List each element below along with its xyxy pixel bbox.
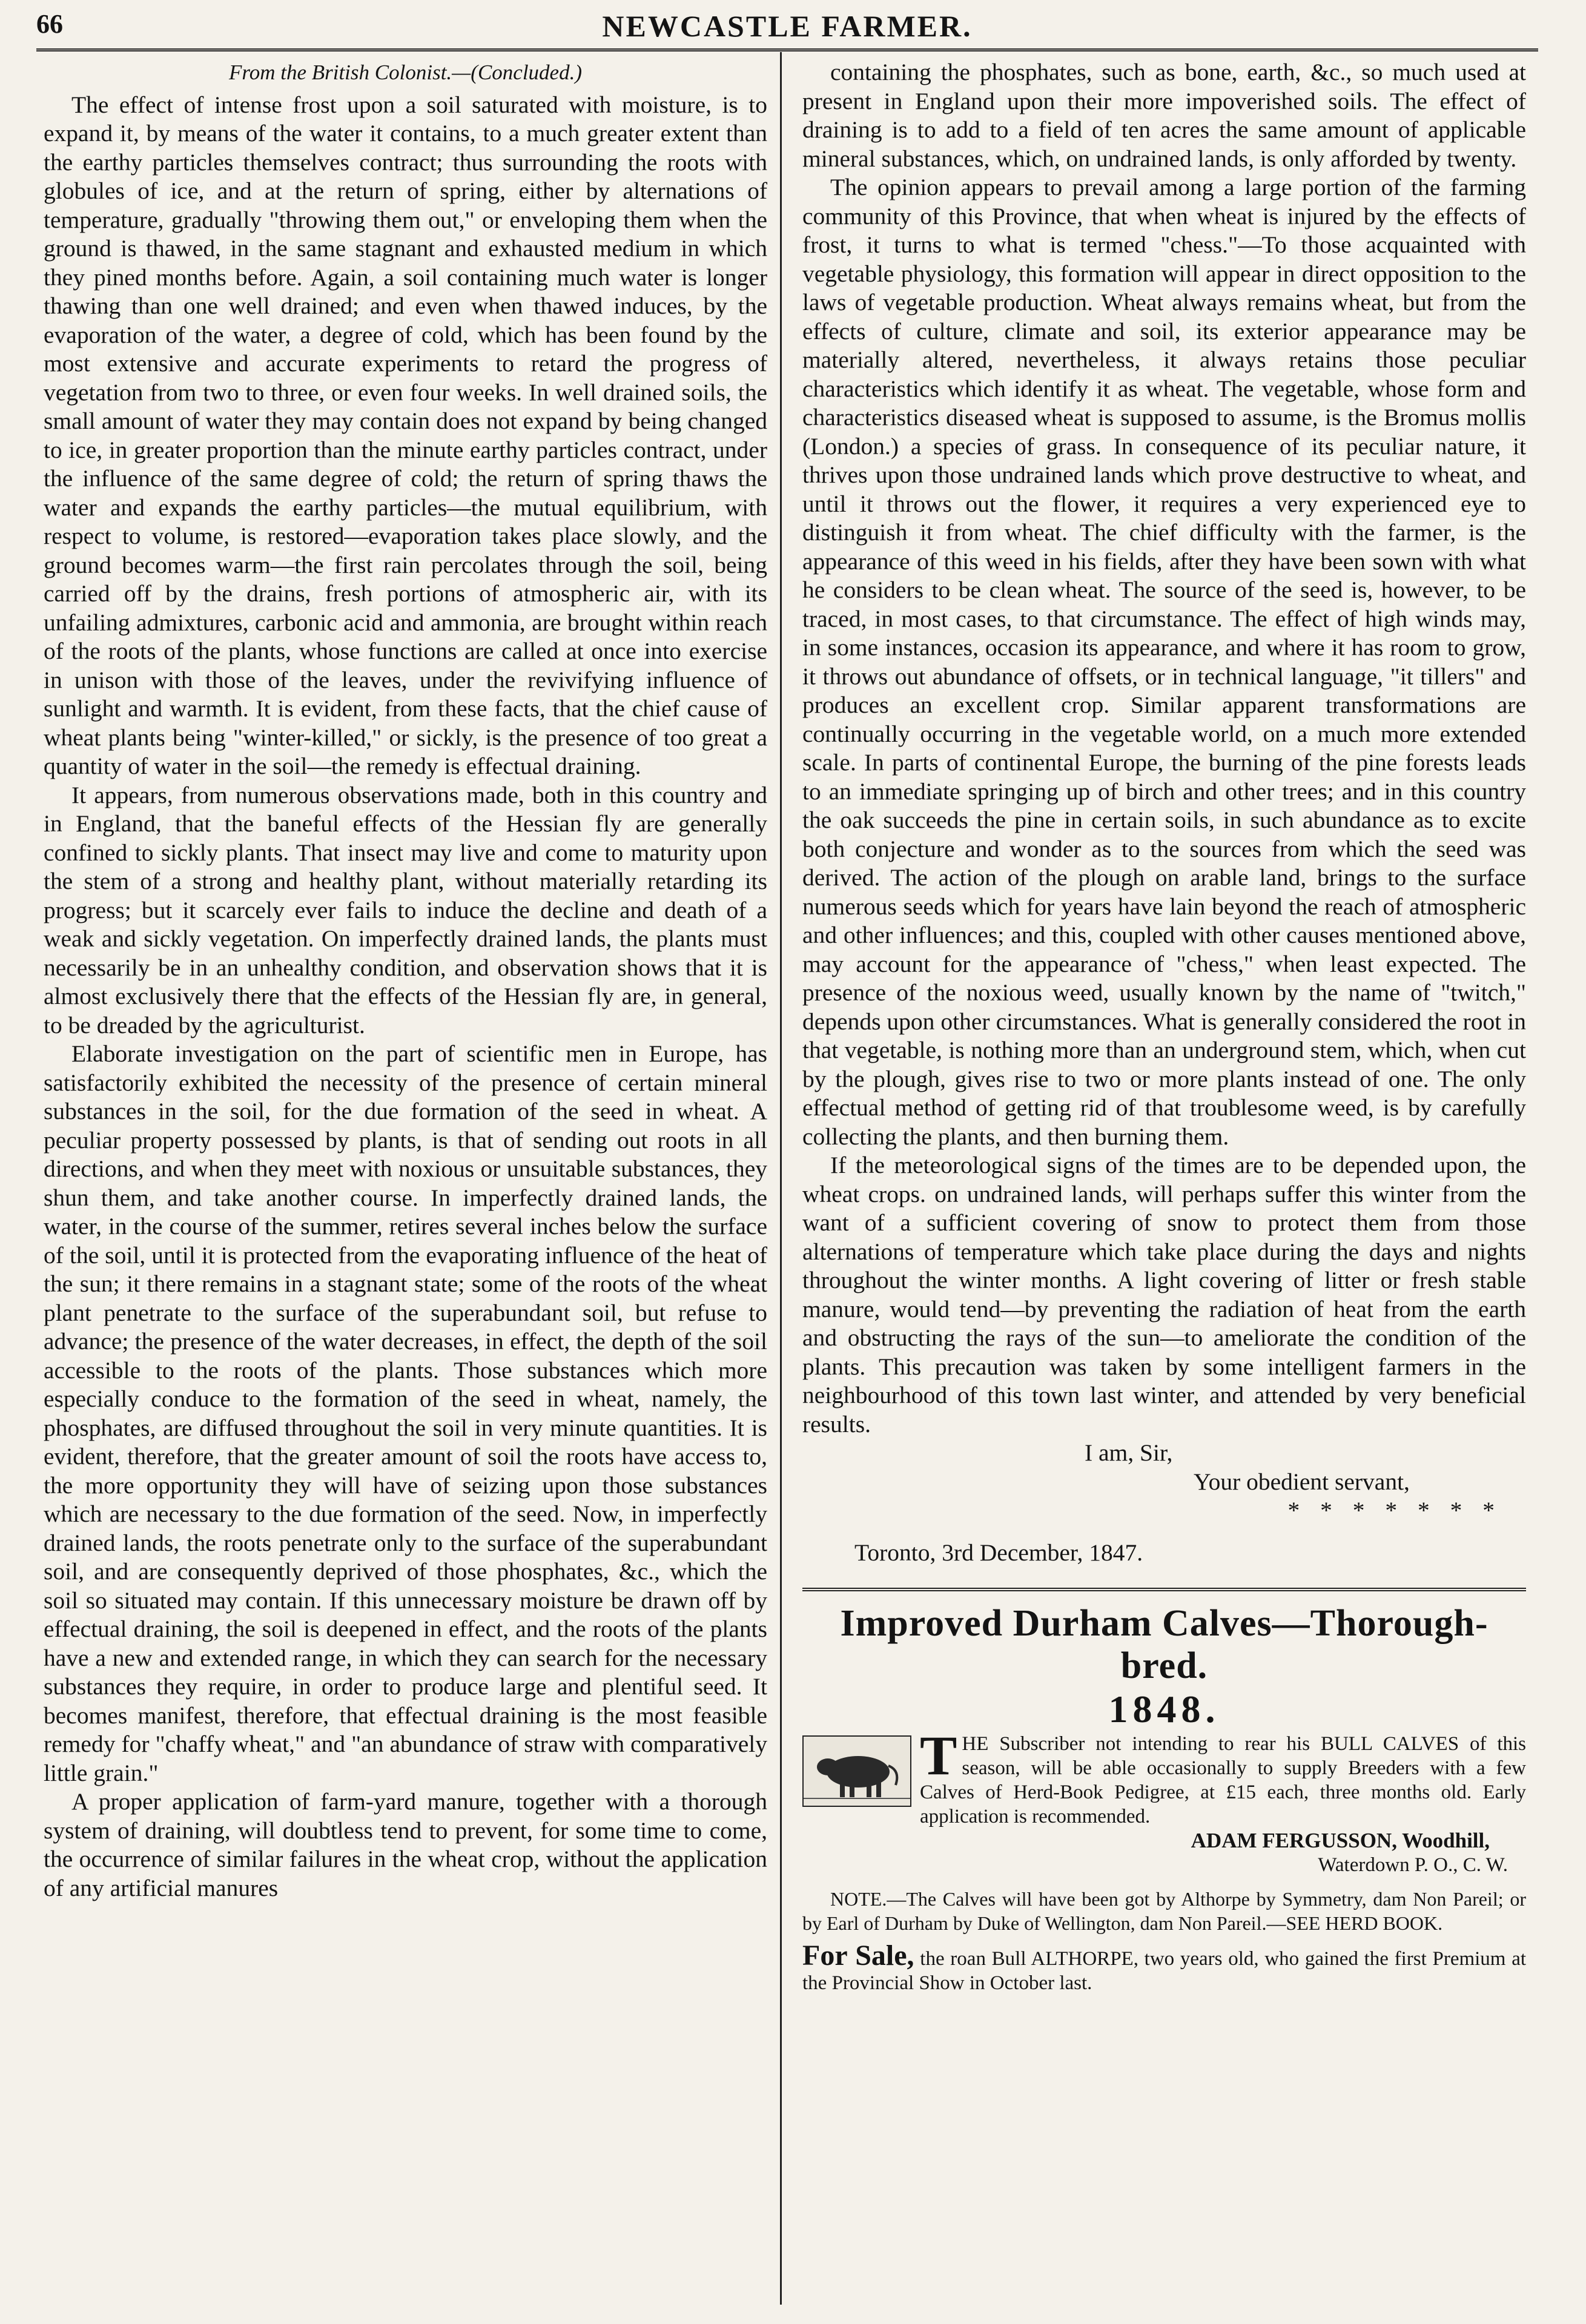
advertisement-dropcap: T — [920, 1725, 957, 1786]
running-title: NEWCASTLE FARMER. — [602, 9, 973, 43]
bull-woodcut-icon — [802, 1735, 911, 1807]
left-paragraph-3: Elaborate investigation on the part of scientific men in Europe, has satisfactorily exhibited the necessity of the presence of certain mineral substances in the soil, for the due formation of the seed in wheat. A peculiar property possessed by plants, is that of sending out roots in all directions, and when they meet with noxious or unsuitable substances, they shun them, and take another course. In imperfectly drained lands, the water, in the course of the summer, retires several inches below the surface of the soil, until it is protected from the evaporating influence of the heat of the sun; it there remains in a stagnant state; some of the roots of the wheat plant penetrate to the surface of the superabundant soil, but refuse to advance; the presence of the water decreases, in effect, the depth of the soil accessible to the roots of the plants. Those substances which more especially conduce to the formation of the seed in wheat, namely, the phosphates, are diffused throughout the soil in very minute quantities. It is evident, therefore, that the greater amount of soil the roots have access to, the more opportunity they will have of seizing upon those substances which are necessary to the due formation of the seed. Now, in imperfectly drained lands, the roots penetrate only to the surface of the superabundant soil, and are consequently deprived of those phosphates, &c., which the soil so situated may contain. If this unnecessary moisture be drawn off by effectual draining, the soil is deepened in effect, and the roots of the plants have a new and extended range, in which they can search for the necessary substances they require, in order to produce large and plentiful seed. It becomes manifest, therefore, that effectual draining is the most feasible remedy for "chaffy wheat," and "an abundance of straw with comparatively little grain." — [44, 1040, 767, 1786]
left-column — [44, 58, 767, 1903]
right-paragraph-2: The opinion appears to prevail among a large portion of the farming community of this Province, that when wheat is injured by the effects of frost, it turns to what is termed "chess."—To those acquainted with vegetable physiology, this formation will appear in direct opposition to the laws of vegetable production. Wheat always remains wheat, but from the effects of culture, climate and soil, its exterior appearance may be materially altered, nevertheless, it always retains those peculiar characteristics which identify it as wheat. The vegetable, whose form and characteristics diseased wheat is supposed to assume, is the Bromus mollis (London.) a species of grass. In consequence of its peculiar nature, it thrives upon those undrained lands which prove destructive to wheat, and until it throws out the flower, it requires a very experienced eye to distinguish it from wheat. The chief difficulty with the farmer, is the appearance of this weed in his fields, after they have been sown with what he considers to be clean wheat. The source of the seed is, however, to be traced, in most cases, to that circumstance. The effect of high winds may, in some instances, occasion its appearance, and where it has room to grow, it throws out abundance of offsets, or in technical language, "it tillers" and produces an excellent crop. Similar apparent transformations are continually occurring in the vegetable world, on a much more extended scale. In parts of continental Europe, the burning of the pine forests leads to an immediate springing up of birch and other trees; and in this country the oak succeeds the pine in certain soils, in such abundance as to excite both conjecture and wonder as to the sources from which the seed was derived. The action of the plough on arable land, brings to the surface numerous seeds which for years have lain beyond the reach of atmospheric and other influences; and this, coupled with other causes mentioned above, may account for the appearance of "chess," when least expected. The presence of the noxious weed, usually known by the name of "twitch," depends upon other circumstances. What is generally considered the root in that vegetable, is nothing more than an underground stem, which, when cut by the plough, gives rise to two or more plants instead of one. The only effectual method of getting rid of that troublesome weed, is by carefully collecting the plants, and then burning them. — [802, 174, 1526, 1150]
advertisement-note: NOTE.—The Calves will have been got by Althorpe by Symmetry, dam Non Pareil; or by Earl of Durham by Duke of Wellington, dam Non Pareil.—SEE HERD BOOK. — [802, 1888, 1526, 1934]
signoff-line-1: I am, Sir, — [1085, 1439, 1173, 1466]
left-paragraph-4: A proper application of farm-yard manure, together with a thorough system of draining, will doubtless tend to prevent, for some time to come, the occurrence of similar failures in the wheat crop, without the application of any artificial manures — [44, 1788, 767, 1901]
right-column — [802, 58, 1526, 1995]
advertisement-title: Improved Durham Calves—Thorough-bred. — [840, 1603, 1489, 1686]
right-paragraph-1: containing the phosphates, such as bone, earth, &c., so much used at present in England upon their more impoverished soils. The effect of draining is to add to a field of ten acres the same amount of applicable mineral substances, which, on undrained lands, is only afforded by twenty. — [802, 59, 1526, 172]
for-sale-text: the roan Bull ALTHORPE, two years old, who gained the first Premium at the Provincial Show in October last. — [802, 1948, 1527, 1994]
advertisement-body-text: HE Subscriber not intending to rear his BULL CALVES of this season, will be able occasionally to supply Breeders with a few Calves of Herd-Book Pedigree, at £15 each, three months old. Early application is recommended. — [920, 1733, 1526, 1827]
for-sale-notice — [802, 1939, 1527, 1995]
left-paragraph-1: The effect of intense frost upon a soil saturated with moisture, is to expand it, by means of the water it contains, to a much greater extent than the earthy particles themselves contract; thus surrounding the roots with globules of ice, and at the return of spring, either by alternations of temperature, gradually "throwing them out," or enveloping them when the ground is thawed, in the same stagnant and exhausted medium in which they pined months before. Again, a soil containing much water is longer thawing than one well drained; and even when thawed induces, by the evaporation of the water, a degree of cold, which has been found by the most extensive and accurate experiments to retard the progress of vegetation from two to three, or even four weeks. In well drained soils, the small amount of water they may contain does not expand by being changed to ice, in greater proportion than the minute earthy particles contract, under the influence of the same degree of cold; the return of spring thaws the water and expands the earthy particles—the mutual equilibrium, with respect to volume, is restored—evaporation takes place slowly, and the ground becomes warm—the first rain percolates through the soil, being carried off by the drains, fresh portions of atmospheric air, with its unfailing admixtures, carbonic acid and ammonia, are brought within reach of the roots of the plants, whose functions are called at once into exercise in unison with those of the leaves, under the revivifying influence of sunlight and warmth. It is evident, from these facts, that the chief cause of wheat plants being "winter-killed," or sickly, is the presence of too great a quantity of water in the soil—the remedy is effectual draining. — [44, 91, 767, 779]
page-number: 66 — [36, 9, 63, 39]
for-sale-label: For Sale, — [802, 1939, 914, 1972]
header-rule — [36, 48, 1538, 51]
source-line: From the British Colonist.—(Concluded.) — [229, 61, 582, 84]
page-header — [36, 8, 1538, 46]
right-paragraph-3: If the meteorological signs of the times are to be depended upon, the wheat crops. on undrained lands, will perhaps suffer this winter from the want of a sufficient covering of snow to protect them from those alternations of temperature which take place during the days and nights throughout the winter months. A light covering of litter or fresh stable manure, would tend—by preventing the radiation of heat from the earth and obstructing the rays of the sun—to ameliorate the condition of the plants. This precaution was taken by some intelligent farmers in the neighbourhood of this town last winter, and attended by very beneficial results. — [802, 1152, 1526, 1438]
left-paragraph-2: It appears, from numerous observations made, both in this country and in England, that the baneful effects of the Hessian fly are generally confined to sickly plants. That insect may live and come to maturity upon the stem of a strong and healthy plant, without materially retarding its progress; but it scarcely ever fails to induce the decline and death of a weak and sickly vegetation. On imperfectly drained lands, the plants must necessarily be in an unhealthy condition, and observation shows that it is almost exclusively there that the effects of the Hessian fly are, in general, to be dreaded by the agriculturist. — [44, 781, 767, 1038]
dateline: Toronto, 3rd December, 1847. — [854, 1539, 1143, 1566]
signoff-line-2: Your obedient servant, — [1194, 1468, 1410, 1495]
advertiser-name: ADAM FERGUSSON, Woodhill, — [1191, 1829, 1490, 1852]
advertisement — [802, 1602, 1526, 1995]
column-divider — [780, 52, 782, 2305]
advertiser-address: Waterdown P. O., C. W. — [1318, 1854, 1508, 1876]
signature-stars: * * * * * * * — [1287, 1497, 1502, 1523]
advertisement-rule — [802, 1588, 1526, 1591]
advertisement-year: 1848. — [1108, 1688, 1220, 1731]
